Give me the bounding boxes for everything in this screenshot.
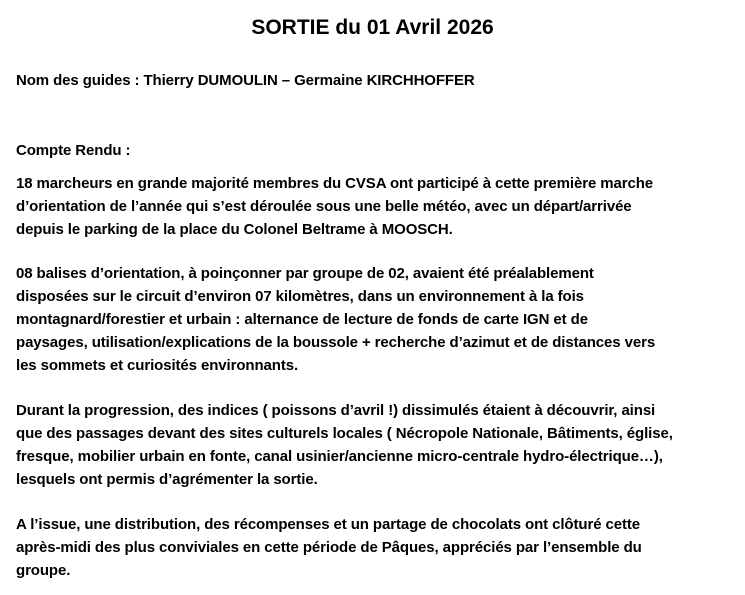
paragraph-line: 18 marcheurs en grande majorité membres du CVSA ont participé à cette première marche — [16, 175, 654, 192]
guides-line: Nom des guides : Thierry DUMOULIN – Germaine KIRCHHOFFER — [16, 72, 475, 89]
paragraph-line: lesquels ont permis d’agrémenter la sortie. — [16, 471, 318, 488]
paragraph-line: les sommets et curiosités environnants. — [16, 357, 299, 374]
paragraph-line: montagnard/forestier et urbain : alternance de lecture de fonds de carte IGN et de — [16, 311, 588, 328]
paragraph-line: disposées sur le circuit d’environ 07 kilomètres, dans un environnement à la fois — [16, 288, 584, 305]
document-title: SORTIE du 01 Avril 2026 — [251, 16, 494, 39]
paragraph-line: paysages, utilisation/explications de la boussole + recherche d’azimut et de distances vers — [16, 334, 656, 351]
paragraph-line: groupe. — [16, 562, 71, 579]
paragraph-line: Durant la progression, des indices ( poissons d’avril !) dissimulés étaient à découvrir, ainsi — [16, 402, 656, 419]
paragraph-line: A l’issue, une distribution, des récompenses et un partage de chocolats ont clôturé cette — [16, 516, 641, 533]
paragraph-line: d’orientation de l’année qui s’est déroulée sous une belle météo, avec un départ/arrivée — [16, 198, 632, 215]
paragraph-line: que des passages devant des sites culturels locales ( Nécropole Nationale, Bâtiments, église, — [16, 425, 673, 442]
paragraph-line: après-midi des plus conviviales en cette période de Pâques, appréciés par l’ensemble du — [16, 539, 642, 556]
report-heading: Compte Rendu : — [16, 142, 131, 159]
paragraph-line: 08 balises d’orientation, à poinçonner par groupe de 02, avaient été préalablement — [16, 265, 594, 282]
paragraph-line: depuis le parking de la place du Colonel Beltrame à MOOSCH. — [16, 221, 453, 238]
paragraph-line: fresque, mobilier urbain en fonte, canal usinier/ancienne micro-centrale hydro-électrique…), — [16, 448, 663, 465]
